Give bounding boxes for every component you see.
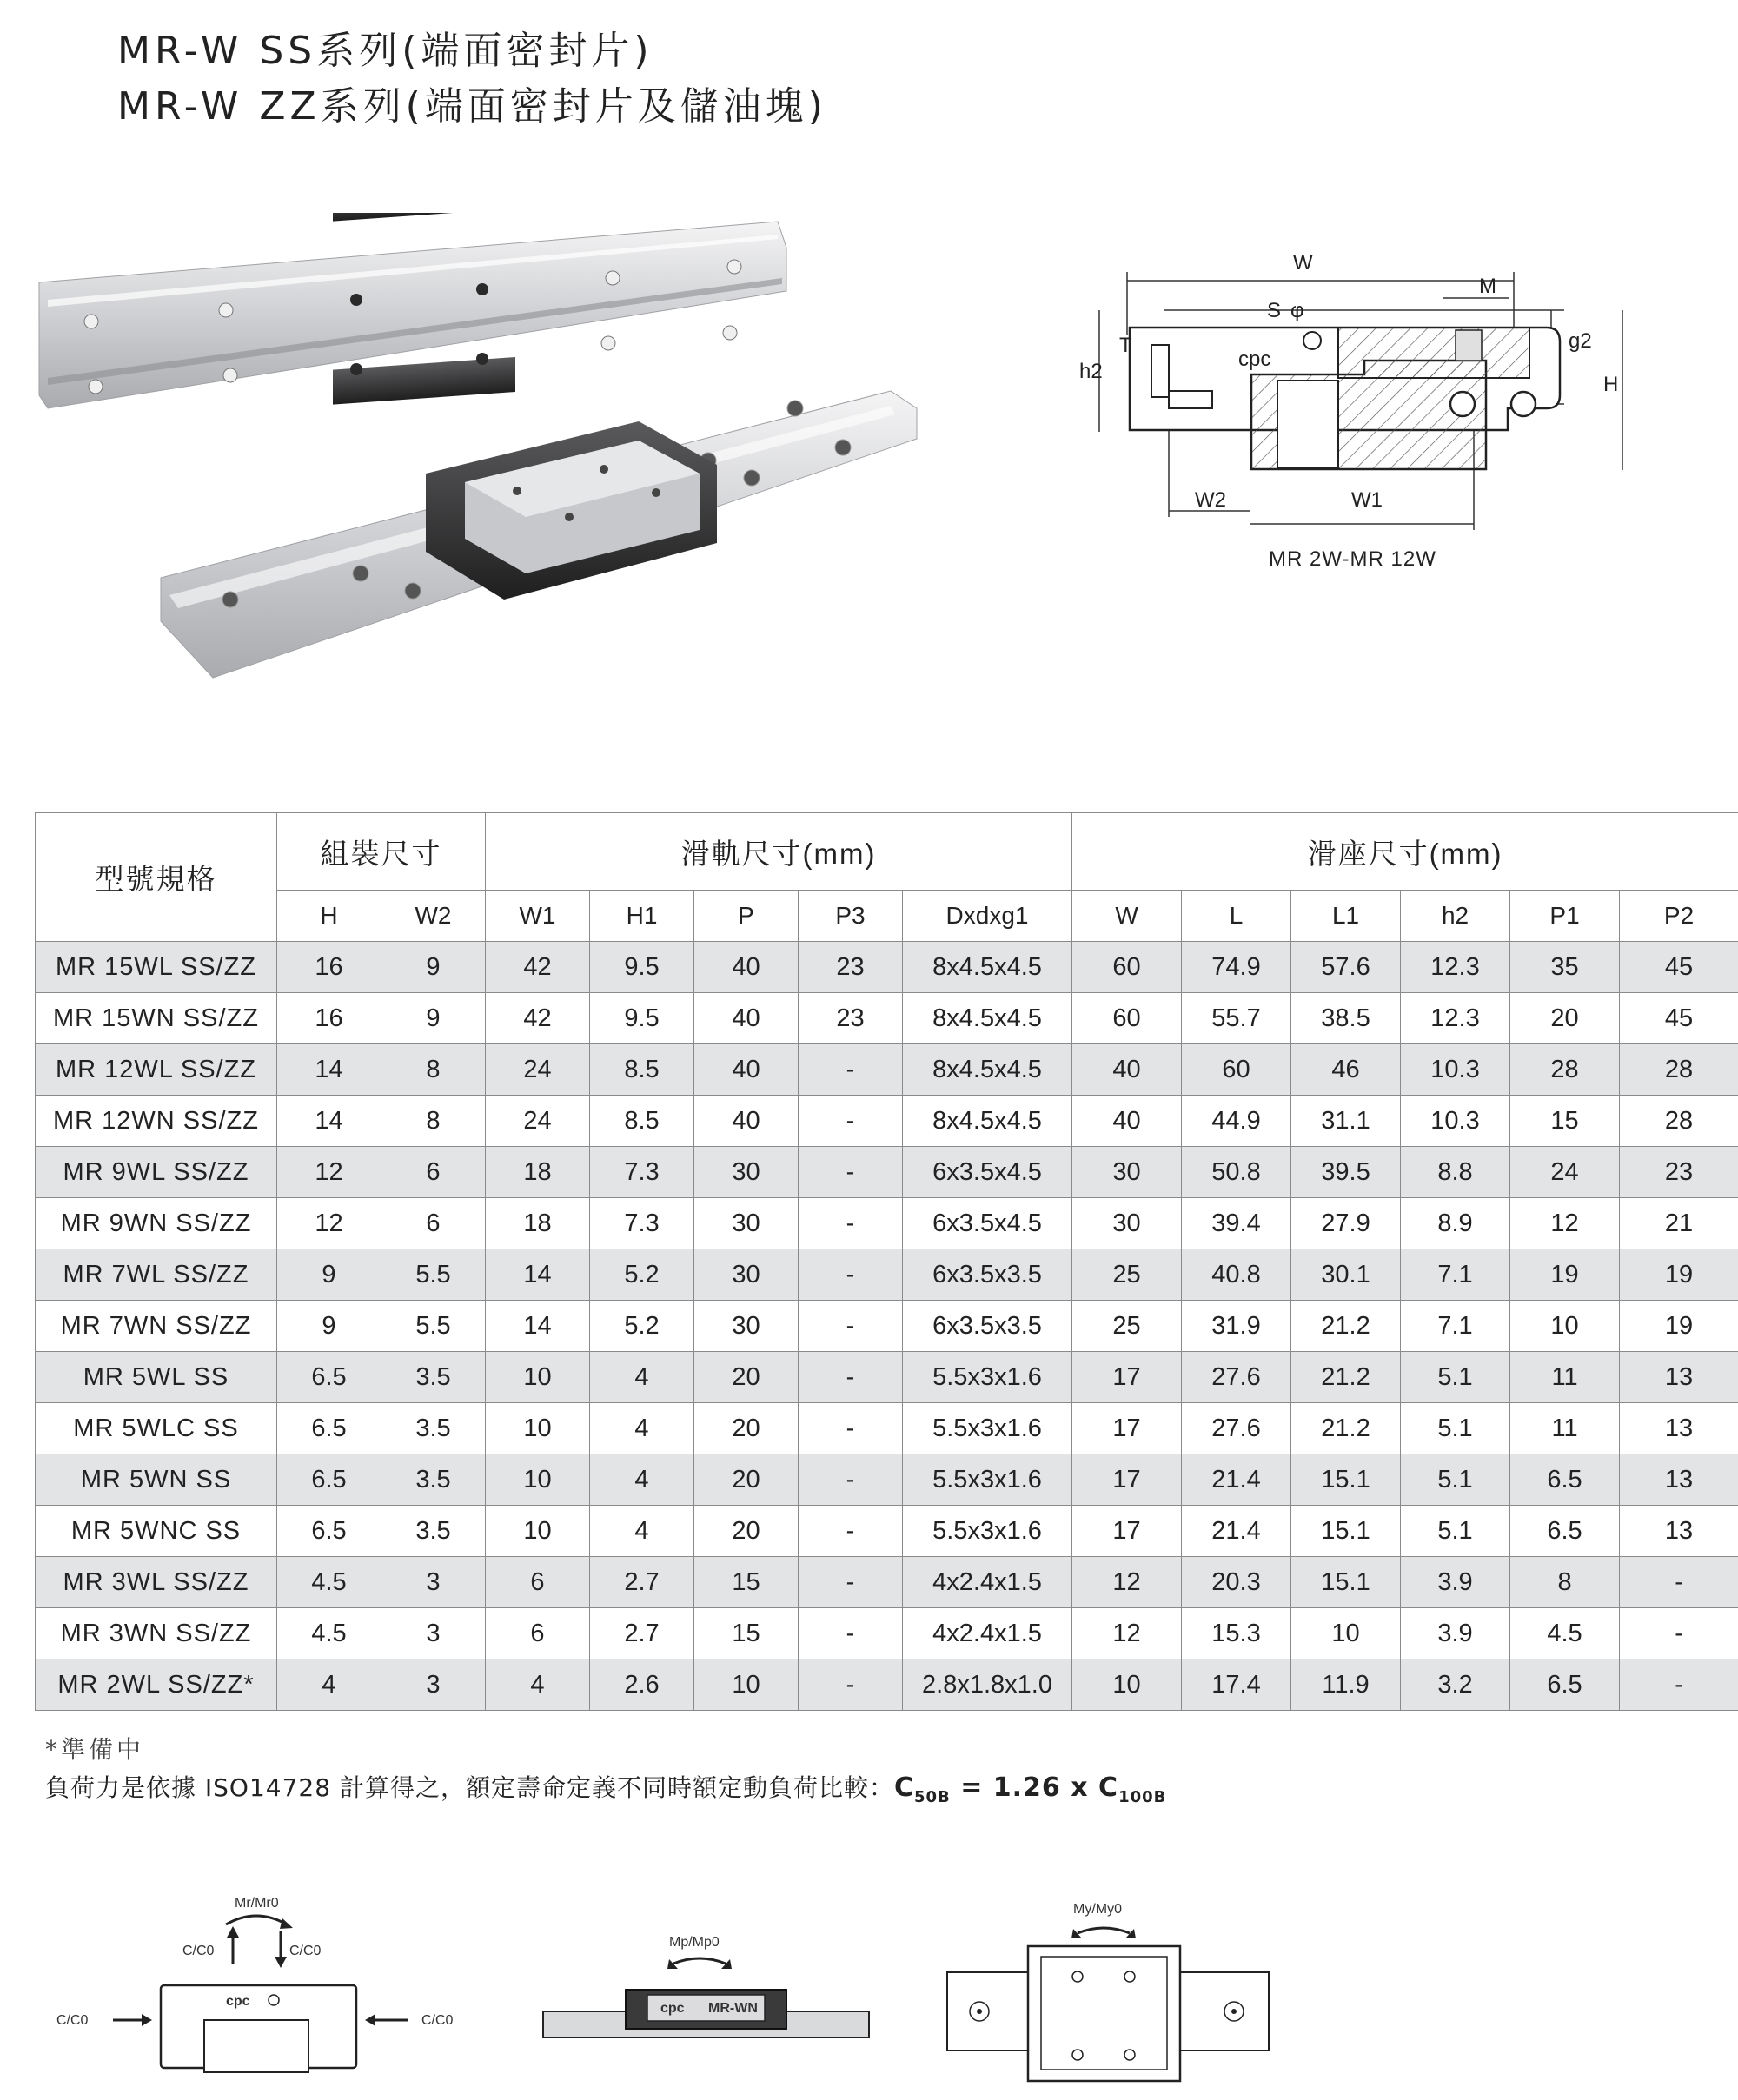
load-label-left: C/C0 xyxy=(56,2013,89,2028)
table-cell: 10 xyxy=(1291,1608,1401,1659)
table-cell: 23 xyxy=(1620,1147,1738,1198)
table-cell: 12 xyxy=(277,1147,381,1198)
table-cell: 5.5x3x1.6 xyxy=(903,1454,1072,1506)
table-cell: 6.5 xyxy=(277,1454,381,1506)
table-cell: 40 xyxy=(694,942,799,993)
table-cell: 30 xyxy=(694,1249,799,1301)
table-cell: 13 xyxy=(1620,1403,1738,1454)
table-cell: 10 xyxy=(486,1403,590,1454)
table-cell: 4.5 xyxy=(277,1608,381,1659)
load-diagram-radial xyxy=(48,1890,482,2090)
table-cell: 6x3.5x3.5 xyxy=(903,1301,1072,1352)
table-cell: 19 xyxy=(1620,1249,1738,1301)
column-header: P xyxy=(694,891,799,942)
table-cell: 8 xyxy=(1510,1557,1620,1608)
table-cell: 9.5 xyxy=(590,993,694,1044)
table-cell: - xyxy=(1620,1557,1738,1608)
table-cell: 7.1 xyxy=(1401,1301,1510,1352)
table-row xyxy=(36,1352,1738,1403)
table-cell: 44.9 xyxy=(1182,1096,1291,1147)
table-cell: 31.1 xyxy=(1291,1096,1401,1147)
table-cell: 4x2.4x1.5 xyxy=(903,1608,1072,1659)
table-cell: 20 xyxy=(694,1352,799,1403)
table-cell: 16 xyxy=(277,942,381,993)
table-cell: 3.5 xyxy=(381,1403,486,1454)
column-header: W2 xyxy=(381,891,486,942)
table-row xyxy=(36,1608,1738,1659)
table-cell: 17 xyxy=(1072,1454,1182,1506)
diag-b-brand-logo: cpc xyxy=(660,2001,685,2016)
table-cell: 4 xyxy=(590,1352,694,1403)
table-cell: 12.3 xyxy=(1401,942,1510,993)
table-cell: 21.2 xyxy=(1291,1352,1401,1403)
table-cell: 21 xyxy=(1620,1198,1738,1249)
table-cell: 2.7 xyxy=(590,1608,694,1659)
spec-table-body xyxy=(36,942,1738,1711)
table-cell: 4 xyxy=(590,1454,694,1506)
table-row xyxy=(36,1659,1738,1711)
table-cell: 3.5 xyxy=(381,1352,486,1403)
table-cell: 5.5 xyxy=(381,1249,486,1301)
table-cell: 24 xyxy=(486,1096,590,1147)
table-cell: 30 xyxy=(1072,1198,1182,1249)
equation: $C_{50B} = 1.26$ x $C_{100B}$ xyxy=(893,1772,1167,1806)
table-cell: 6.5 xyxy=(277,1506,381,1557)
table-cell: 42 xyxy=(486,993,590,1044)
table-row xyxy=(36,1096,1738,1147)
diag-a-brand-logo: cpc xyxy=(226,1994,250,2009)
column-header: L xyxy=(1182,891,1291,942)
table-cell: 2.7 xyxy=(590,1557,694,1608)
dim-g2: g2 xyxy=(1569,329,1592,353)
table-cell: 42 xyxy=(486,942,590,993)
table-cell: 40.8 xyxy=(1182,1249,1291,1301)
dim-h2: h2 xyxy=(1079,360,1103,383)
table-cell: 45 xyxy=(1620,993,1738,1044)
table-cell: 20 xyxy=(694,1403,799,1454)
table-cell: 60 xyxy=(1072,942,1182,993)
table-cell: 35 xyxy=(1510,942,1620,993)
table-cell: - xyxy=(799,1198,903,1249)
table-cell: - xyxy=(799,1557,903,1608)
table-cell: 4x2.4x1.5 xyxy=(903,1557,1072,1608)
model-cell: MR 3WN SS/ZZ xyxy=(36,1608,277,1659)
table-cell: 8x4.5x4.5 xyxy=(903,942,1072,993)
table-row xyxy=(36,1044,1738,1096)
table-cell: 6 xyxy=(381,1147,486,1198)
table-cell: 10 xyxy=(694,1659,799,1711)
table-cell: 9 xyxy=(277,1301,381,1352)
table-cell: 27.9 xyxy=(1291,1198,1401,1249)
table-cell: 15.3 xyxy=(1182,1608,1291,1659)
table-cell: 15.1 xyxy=(1291,1557,1401,1608)
table-cell: 6x3.5x4.5 xyxy=(903,1147,1072,1198)
table-cell: 40 xyxy=(694,1096,799,1147)
table-cell: 10 xyxy=(1510,1301,1620,1352)
table-cell: 8.8 xyxy=(1401,1147,1510,1198)
model-header: 型號規格 xyxy=(36,813,277,942)
table-cell: 30.1 xyxy=(1291,1249,1401,1301)
table-cell: 19 xyxy=(1620,1301,1738,1352)
table-cell: 4.5 xyxy=(1510,1608,1620,1659)
table-cell: 4 xyxy=(590,1506,694,1557)
table-row xyxy=(36,1249,1738,1301)
moment-label-mr: Mr/Mr0 xyxy=(235,1896,279,1911)
table-cell: 28 xyxy=(1510,1044,1620,1096)
table-cell: 27.6 xyxy=(1182,1403,1291,1454)
model-cell: MR 5WN SS xyxy=(36,1454,277,1506)
table-cell: 8.5 xyxy=(590,1096,694,1147)
table-cell: 40 xyxy=(694,993,799,1044)
product-photo xyxy=(30,213,969,725)
table-cell: - xyxy=(799,1403,903,1454)
column-header: P2 xyxy=(1620,891,1738,942)
table-cell: 15.1 xyxy=(1291,1506,1401,1557)
load-label-right: C/C0 xyxy=(421,2013,454,2028)
table-cell: 9 xyxy=(277,1249,381,1301)
table-cell: 5.5x3x1.6 xyxy=(903,1352,1072,1403)
table-cell: 7.3 xyxy=(590,1147,694,1198)
moment-label-my: My/My0 xyxy=(1073,1902,1122,1917)
model-cell: MR 9WL SS/ZZ xyxy=(36,1147,277,1198)
table-cell: 3 xyxy=(381,1557,486,1608)
table-cell: 11 xyxy=(1510,1352,1620,1403)
load-label-top-right: C/C0 xyxy=(289,1944,322,1958)
table-cell: - xyxy=(799,1044,903,1096)
table-cell: 5.2 xyxy=(590,1249,694,1301)
table-cell: 8 xyxy=(381,1044,486,1096)
column-header: H1 xyxy=(590,891,694,942)
table-cell: 15.1 xyxy=(1291,1454,1401,1506)
table-cell: 3.9 xyxy=(1401,1557,1510,1608)
table-cell: 24 xyxy=(486,1044,590,1096)
column-header-row xyxy=(36,891,1738,942)
table-cell: 15 xyxy=(1510,1096,1620,1147)
table-cell: 38.5 xyxy=(1291,993,1401,1044)
table-cell: 6.5 xyxy=(1510,1659,1620,1711)
table-cell: 17 xyxy=(1072,1506,1182,1557)
table-cell: 10 xyxy=(486,1506,590,1557)
table-cell: - xyxy=(799,1659,903,1711)
block-header: 滑座尺寸(mm) xyxy=(1072,813,1738,891)
table-cell: 24 xyxy=(1510,1147,1620,1198)
table-cell: 2.8x1.8x1.0 xyxy=(903,1659,1072,1711)
table-cell: 12 xyxy=(1072,1608,1182,1659)
table-cell: 14 xyxy=(277,1044,381,1096)
table-cell: 12 xyxy=(1510,1198,1620,1249)
table-cell: - xyxy=(799,1096,903,1147)
table-cell: 17.4 xyxy=(1182,1659,1291,1711)
table-cell: 39.4 xyxy=(1182,1198,1291,1249)
table-cell: 30 xyxy=(694,1301,799,1352)
table-cell: 13 xyxy=(1620,1506,1738,1557)
table-cell: 55.7 xyxy=(1182,993,1291,1044)
table-cell: - xyxy=(799,1249,903,1301)
load-diagram-pitch xyxy=(539,1929,878,2059)
table-row xyxy=(36,1557,1738,1608)
table-cell: 20 xyxy=(694,1454,799,1506)
table-cell: 46 xyxy=(1291,1044,1401,1096)
load-note-text: 負荷力是依據 ISO14728 計算得之，額定壽命定義不同時額定動負荷比較： xyxy=(45,1773,894,1802)
table-cell: 7.3 xyxy=(590,1198,694,1249)
table-cell: 20 xyxy=(694,1506,799,1557)
load-diagram-yaw xyxy=(939,1894,1277,2094)
table-cell: 6 xyxy=(486,1557,590,1608)
model-cell: MR 9WN SS/ZZ xyxy=(36,1198,277,1249)
table-cell: 30 xyxy=(1072,1147,1182,1198)
diag-b-model: MR-WN xyxy=(708,2001,758,2016)
model-cell: MR 5WL SS xyxy=(36,1352,277,1403)
table-cell: - xyxy=(799,1147,903,1198)
table-cell: - xyxy=(1620,1608,1738,1659)
table-cell: 8.9 xyxy=(1401,1198,1510,1249)
table-cell: 16 xyxy=(277,993,381,1044)
table-cell: 9 xyxy=(381,942,486,993)
model-cell: MR 3WL SS/ZZ xyxy=(36,1557,277,1608)
table-cell: 18 xyxy=(486,1198,590,1249)
table-cell: 4.5 xyxy=(277,1557,381,1608)
dim-w: W xyxy=(1293,251,1313,275)
dim-h: H xyxy=(1603,373,1619,396)
table-cell: 3 xyxy=(381,1608,486,1659)
dim-phi: φ xyxy=(1290,299,1304,322)
dim-t: T xyxy=(1119,334,1132,357)
table-row xyxy=(36,1147,1738,1198)
column-header: W xyxy=(1072,891,1182,942)
page-title-ss: MR-W SS系列(端面密封片) xyxy=(117,29,653,73)
column-header: W1 xyxy=(486,891,590,942)
table-cell: 8 xyxy=(381,1096,486,1147)
table-cell: - xyxy=(799,1506,903,1557)
table-cell: 10.3 xyxy=(1401,1044,1510,1096)
table-cell: 25 xyxy=(1072,1249,1182,1301)
table-row xyxy=(36,993,1738,1044)
dim-m: M xyxy=(1479,275,1496,298)
column-header: P3 xyxy=(799,891,903,942)
table-cell: 17 xyxy=(1072,1403,1182,1454)
table-cell: 28 xyxy=(1620,1096,1738,1147)
load-label-top-left: C/C0 xyxy=(182,1944,215,1958)
table-cell: 60 xyxy=(1182,1044,1291,1096)
table-cell: 5.5x3x1.6 xyxy=(903,1403,1072,1454)
table-cell: 14 xyxy=(486,1249,590,1301)
table-cell: 13 xyxy=(1620,1352,1738,1403)
table-cell: 6x3.5x3.5 xyxy=(903,1249,1072,1301)
table-cell: 13 xyxy=(1620,1454,1738,1506)
model-cell: MR 15WL SS/ZZ xyxy=(36,942,277,993)
table-cell: 74.9 xyxy=(1182,942,1291,993)
table-cell: 5.1 xyxy=(1401,1506,1510,1557)
table-cell: 10.3 xyxy=(1401,1096,1510,1147)
cross-section-drawing xyxy=(1078,248,1651,586)
table-cell: 12 xyxy=(1072,1557,1182,1608)
table-cell: 11 xyxy=(1510,1403,1620,1454)
table-cell: 15 xyxy=(694,1557,799,1608)
table-cell: 27.6 xyxy=(1182,1352,1291,1403)
table-row xyxy=(36,942,1738,993)
table-cell: 15 xyxy=(694,1608,799,1659)
table-cell: 20.3 xyxy=(1182,1557,1291,1608)
table-cell: 31.9 xyxy=(1182,1301,1291,1352)
table-cell: 6.5 xyxy=(277,1403,381,1454)
table-cell: 25 xyxy=(1072,1301,1182,1352)
table-cell: - xyxy=(799,1352,903,1403)
table-cell: 23 xyxy=(799,993,903,1044)
table-cell: 21.2 xyxy=(1291,1403,1401,1454)
table-cell: 3 xyxy=(381,1659,486,1711)
preparing-note: *準備中 xyxy=(45,1735,145,1764)
load-note xyxy=(45,1769,1166,1806)
dim-s: S xyxy=(1267,299,1282,322)
dim-w1: W1 xyxy=(1351,488,1383,512)
table-cell: 6.5 xyxy=(1510,1454,1620,1506)
section-brand-logo: cpc xyxy=(1238,348,1271,371)
table-cell: 57.6 xyxy=(1291,942,1401,993)
model-cell: MR 7WN SS/ZZ xyxy=(36,1301,277,1352)
table-cell: 5.5 xyxy=(381,1301,486,1352)
table-cell: 23 xyxy=(799,942,903,993)
table-cell: 4 xyxy=(590,1403,694,1454)
table-cell: - xyxy=(799,1608,903,1659)
table-cell: 14 xyxy=(486,1301,590,1352)
table-cell: 8x4.5x4.5 xyxy=(903,993,1072,1044)
table-cell: 18 xyxy=(486,1147,590,1198)
table-cell: 8.5 xyxy=(590,1044,694,1096)
model-cell: MR 5WLC SS xyxy=(36,1403,277,1454)
model-cell: MR 7WL SS/ZZ xyxy=(36,1249,277,1301)
table-cell: 14 xyxy=(277,1096,381,1147)
table-row xyxy=(36,1506,1738,1557)
table-cell: 12.3 xyxy=(1401,993,1510,1044)
column-header: H xyxy=(277,891,381,942)
column-header: Dxdxg1 xyxy=(903,891,1072,942)
table-cell: 39.5 xyxy=(1291,1147,1401,1198)
table-cell: 3.9 xyxy=(1401,1608,1510,1659)
table-cell: 5.1 xyxy=(1401,1454,1510,1506)
table-cell: 40 xyxy=(1072,1044,1182,1096)
table-cell: 3.2 xyxy=(1401,1659,1510,1711)
table-cell: 6x3.5x4.5 xyxy=(903,1198,1072,1249)
table-row xyxy=(36,1454,1738,1506)
table-cell: 40 xyxy=(694,1044,799,1096)
table-cell: 8x4.5x4.5 xyxy=(903,1096,1072,1147)
table-cell: 8x4.5x4.5 xyxy=(903,1044,1072,1096)
column-header: P1 xyxy=(1510,891,1620,942)
table-cell: 20 xyxy=(1510,993,1620,1044)
model-cell: MR 12WN SS/ZZ xyxy=(36,1096,277,1147)
table-cell: 30 xyxy=(694,1147,799,1198)
table-cell: 40 xyxy=(1072,1096,1182,1147)
model-cell: MR 15WN SS/ZZ xyxy=(36,993,277,1044)
rail-header: 滑軌尺寸(mm) xyxy=(486,813,1072,891)
table-cell: 6.5 xyxy=(1510,1506,1620,1557)
table-cell: 5.1 xyxy=(1401,1352,1510,1403)
table-cell: 45 xyxy=(1620,942,1738,993)
table-cell: 9 xyxy=(381,993,486,1044)
table-cell: 9.5 xyxy=(590,942,694,993)
page-title-zz: MR-W ZZ系列(端面密封片及儲油塊) xyxy=(117,84,827,129)
model-cell: MR 2WL SS/ZZ* xyxy=(36,1659,277,1711)
table-cell: - xyxy=(799,1454,903,1506)
table-cell: 6.5 xyxy=(277,1352,381,1403)
table-cell: 4 xyxy=(277,1659,381,1711)
table-cell: 12 xyxy=(277,1198,381,1249)
section-caption: MR 2W-MR 12W xyxy=(1269,547,1436,571)
moment-label-mp: Mp/Mp0 xyxy=(669,1935,720,1950)
table-cell: 21.4 xyxy=(1182,1506,1291,1557)
table-row xyxy=(36,1403,1738,1454)
table-cell: 3.5 xyxy=(381,1506,486,1557)
table-cell: - xyxy=(1620,1659,1738,1711)
column-header: L1 xyxy=(1291,891,1401,942)
table-row xyxy=(36,1198,1738,1249)
table-cell: 10 xyxy=(1072,1659,1182,1711)
dim-w2: W2 xyxy=(1195,488,1226,512)
table-cell: 10 xyxy=(486,1454,590,1506)
table-cell: 30 xyxy=(694,1198,799,1249)
table-cell: 5.1 xyxy=(1401,1403,1510,1454)
table-cell: - xyxy=(799,1301,903,1352)
column-header: h2 xyxy=(1401,891,1510,942)
model-cell: MR 5WNC SS xyxy=(36,1506,277,1557)
table-cell: 2.6 xyxy=(590,1659,694,1711)
table-cell: 28 xyxy=(1620,1044,1738,1096)
table-cell: 3.5 xyxy=(381,1454,486,1506)
table-cell: 10 xyxy=(486,1352,590,1403)
assembly-header: 組裝尺寸 xyxy=(277,813,486,891)
table-cell: 60 xyxy=(1072,993,1182,1044)
spec-table xyxy=(35,812,1738,1711)
table-cell: 7.1 xyxy=(1401,1249,1510,1301)
table-cell: 19 xyxy=(1510,1249,1620,1301)
table-cell: 21.2 xyxy=(1291,1301,1401,1352)
table-row xyxy=(36,1301,1738,1352)
table-cell: 4 xyxy=(486,1659,590,1711)
table-cell: 6 xyxy=(486,1608,590,1659)
model-cell: MR 12WL SS/ZZ xyxy=(36,1044,277,1096)
table-cell: 5.5x3x1.6 xyxy=(903,1506,1072,1557)
table-cell: 11.9 xyxy=(1291,1659,1401,1711)
table-cell: 5.2 xyxy=(590,1301,694,1352)
table-cell: 21.4 xyxy=(1182,1454,1291,1506)
table-cell: 17 xyxy=(1072,1352,1182,1403)
table-cell: 6 xyxy=(381,1198,486,1249)
table-cell: 50.8 xyxy=(1182,1147,1291,1198)
